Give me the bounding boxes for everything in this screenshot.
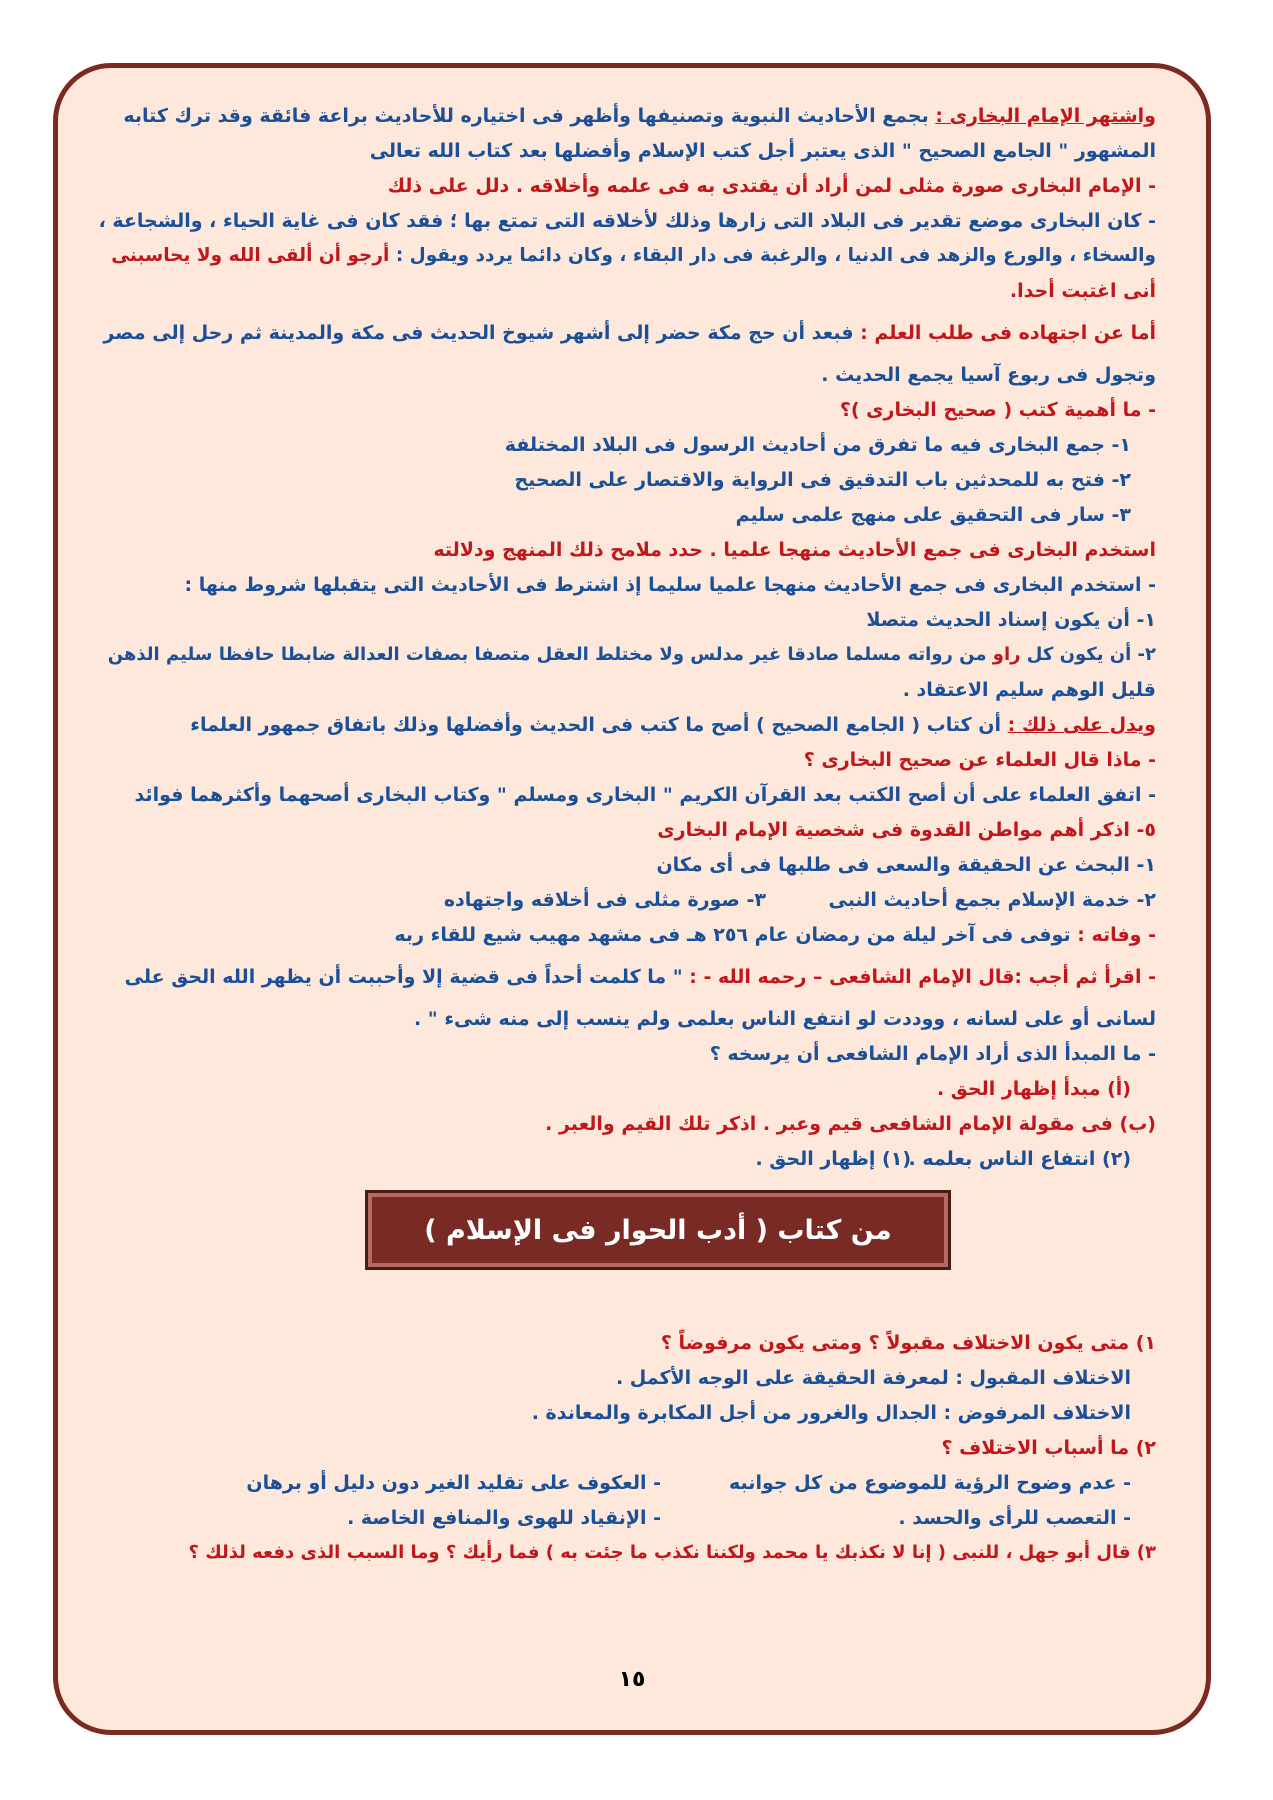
role-model-question: - الإمام البخارى صورة مثلى لمن أراد أن يقتدى به فى علمه وأخلاقه . دلل على ذلك — [387, 175, 1156, 197]
page-number: ١٥ — [618, 1667, 646, 1692]
death-label: - وفاته : — [1077, 924, 1156, 946]
disagreement-causes-row-2 — [100, 1505, 1156, 1531]
shafii-question-2: (ب) فى مقولة الإمام الشافعى قيم وعبر . اذكر تلك القيم والعبر . — [545, 1113, 1156, 1135]
role-model-trait-2: ٢- خدمة الإسلام بجمع أحاديث النبى — [828, 889, 1156, 911]
bukhari-intro-line-2: المشهور " الجامع الصحيح " الذى يعتبر أجل كتب الإسلام وأفضلها بعد كتاب الله تعالى — [369, 140, 1156, 162]
sahih-importance-item: ١- جمع البخارى فيه ما تفرق من أحاديث الرسول فى البلاد المختلفة — [504, 434, 1131, 456]
method-evidence — [100, 712, 1156, 738]
method-evidence-label: ويدل على ذلك : — [1007, 714, 1156, 736]
dialogue-question-1: ١) متى يكون الاختلاف مقبولاً ؟ ومتى يكون مرفوضاً ؟ — [660, 1332, 1156, 1354]
shafii-quote-line-2: لسانى أو على لسانه ، ووددت لو انتفع الناس بعلمى ولم ينسب إلى منه شىء " . — [413, 1008, 1156, 1030]
shafii-intro: - اقرأ ثم أجب :قال الإمام الشافعى – رحمه الله - : — [682, 966, 1156, 988]
role-model-answer-2 — [100, 243, 1156, 269]
bukhari-intro-label: واشتهر الإمام البخارى : — [935, 105, 1156, 127]
dialogue-answer-rejected: الاختلاف المرفوض : الجدال والغرور من أجل المكابرة والمعاندة . — [531, 1402, 1131, 1424]
scholars-question: - ماذا قال العلماء عن صحيح البخارى ؟ — [803, 749, 1156, 771]
shafii-answer-1: (أ) مبدأ إظهار الحق . — [936, 1078, 1131, 1100]
role-model-traits-row — [100, 887, 1156, 913]
role-model-answer-1: - كان البخارى موضع تقدير فى البلاد التى زارها وذلك لأخلاقه التى تمتع بها ؛ فقد كان فى غاية الحياء ، والشجاعة ، — [98, 210, 1156, 232]
disagreement-cause: - التعصب للرأى والحسد . — [898, 1507, 1131, 1529]
bukhari-quote: أرجو أن ألقى الله ولا يحاسبنى — [111, 245, 390, 266]
dialogue-question-2: ٢) ما أسباب الاختلاف ؟ — [941, 1437, 1156, 1459]
method-evidence-text: أن كتاب ( الجامع الصحيح ) أصح ما كتب فى الحديث وأفضلها وذلك باتفاق جمهور العلماء — [190, 714, 1008, 736]
method-condition-2-pre: ٢- أن يكون كل — [1020, 644, 1156, 665]
sahih-importance-item: ٢- فتح به للمحدثين باب التدقيق فى الرواية والاقتصار على الصحيح — [514, 469, 1131, 491]
page-content — [100, 103, 1156, 1575]
role-model-traits-question: ٥- اذكر أهم مواطن القدوة فى شخصية الإمام البخارى — [657, 819, 1156, 841]
knowledge-effort-line-1 — [100, 320, 1156, 346]
method-condition-2 — [100, 642, 1156, 668]
section-banner: من كتاب ( أدب الحوار فى الإسلام ) — [365, 1190, 951, 1270]
shafii-question-1: - ما المبدأ الذى أراد الإمام الشافعى أن يرسخه ؟ — [709, 1043, 1156, 1065]
knowledge-effort-label: أما عن اجتهاده فى طلب العلم : — [860, 322, 1156, 344]
method-condition-1: ١- أن يكون إسناد الحديث متصلا — [866, 609, 1156, 631]
dialogue-question-3: ٣) قال أبو جهل ، للنبى ( إنا لا نكذبك يا محمد ولكننا نكذب ما جئت به ) فما رأيك ؟ وما السبب الذى دفعه لذلك ؟ — [188, 1542, 1156, 1563]
bukhari-intro-line-1 — [100, 103, 1156, 129]
knowledge-effort-text: فبعد أن حج مكة حضر إلى أشهر شيوخ الحديث فى مكة والمدينة ثم رحل إلى مصر — [103, 322, 861, 344]
sahih-importance-item: ٣- سار فى التحقيق على منهج علمى سليم — [735, 504, 1131, 526]
scholars-answer: - اتفق العلماء على أن أصح الكتب بعد القرآن الكريم " البخارى ومسلم " وكتاب البخارى أصحهما وأكثرهما فوائد — [134, 784, 1156, 806]
shafii-quote-start: " ما كلمت أحداً فى قضية إلا وأحببت أن يظهر الله الحق على — [124, 966, 683, 988]
role-model-answer-2-text: والسخاء ، والورع والزهد فى الدنيا ، والرغبة فى دار البقاء ، وكان دائما يردد ويقول : — [389, 245, 1156, 266]
shafii-answer-2-row — [100, 1146, 1156, 1172]
bukhari-intro-text: بجمع الأحاديث النبوية وتصنيفها وأظهر فى اختياره للأحاديث براعة فائقة وقد ترك كتابه — [123, 105, 936, 127]
shafii-answer-2-item-2: (٢) انتفاع الناس بعلمه . — [908, 1148, 1131, 1170]
method-condition-2-red: راو — [992, 644, 1021, 665]
knowledge-effort-line-2: وتجول فى ربوع آسيا يجمع الحديث . — [821, 364, 1156, 386]
method-condition-2-post: من رواته مسلما صادقا غير مدلس ولا مختلط العقل متصفا بصفات العدالة ضابطا حافظا سليم الذهن — [107, 644, 993, 665]
bukhari-quote-end: أنى اغتبت أحدا. — [1009, 280, 1156, 302]
death-text: توفى فى آخر ليلة من رمضان عام ٢٥٦ هـ فى مشهد مهيب شيع للقاء ربه — [394, 924, 1078, 946]
shafii-answer-2-item-1: (١) إظهار الحق . — [755, 1148, 911, 1170]
banner-wrapper — [100, 1190, 1156, 1270]
shafii-quote-line-1 — [100, 964, 1156, 990]
disagreement-cause: - عدم وضوح الرؤية للموضوع من كل جوانبه — [729, 1472, 1131, 1494]
role-model-trait-1: ١- البحث عن الحقيقة والسعى فى طلبها فى أى مكان — [656, 854, 1156, 876]
page-frame — [53, 63, 1211, 1735]
role-model-trait-3: ٣- صورة مثلى فى أخلاقه واجتهاده — [443, 889, 766, 911]
sahih-importance-question: - ما أهمية كتب ( صحيح البخارى )؟ — [839, 399, 1156, 421]
method-question: استخدم البخارى فى جمع الأحاديث منهجا علميا . حدد ملامح ذلك المنهج ودلالته — [433, 539, 1156, 561]
disagreement-cause: - العكوف على تقليد الغير دون دليل أو برهان — [246, 1472, 661, 1494]
disagreement-cause: - الإنقياد للهوى والمنافع الخاصة . — [347, 1507, 661, 1529]
death-line — [100, 922, 1156, 948]
method-condition-2-end: قليل الوهم سليم الاعتقاد . — [902, 679, 1156, 701]
dialogue-answer-accepted: الاختلاف المقبول : لمعرفة الحقيقة على الوجه الأكمل . — [615, 1367, 1131, 1389]
disagreement-causes-row-1 — [100, 1470, 1156, 1496]
method-answer-intro: - استخدم البخارى فى جمع الأحاديث منهجا علميا سليما إذ اشترط فى الأحاديث التى يتقبلها شروط منها : — [184, 574, 1156, 596]
